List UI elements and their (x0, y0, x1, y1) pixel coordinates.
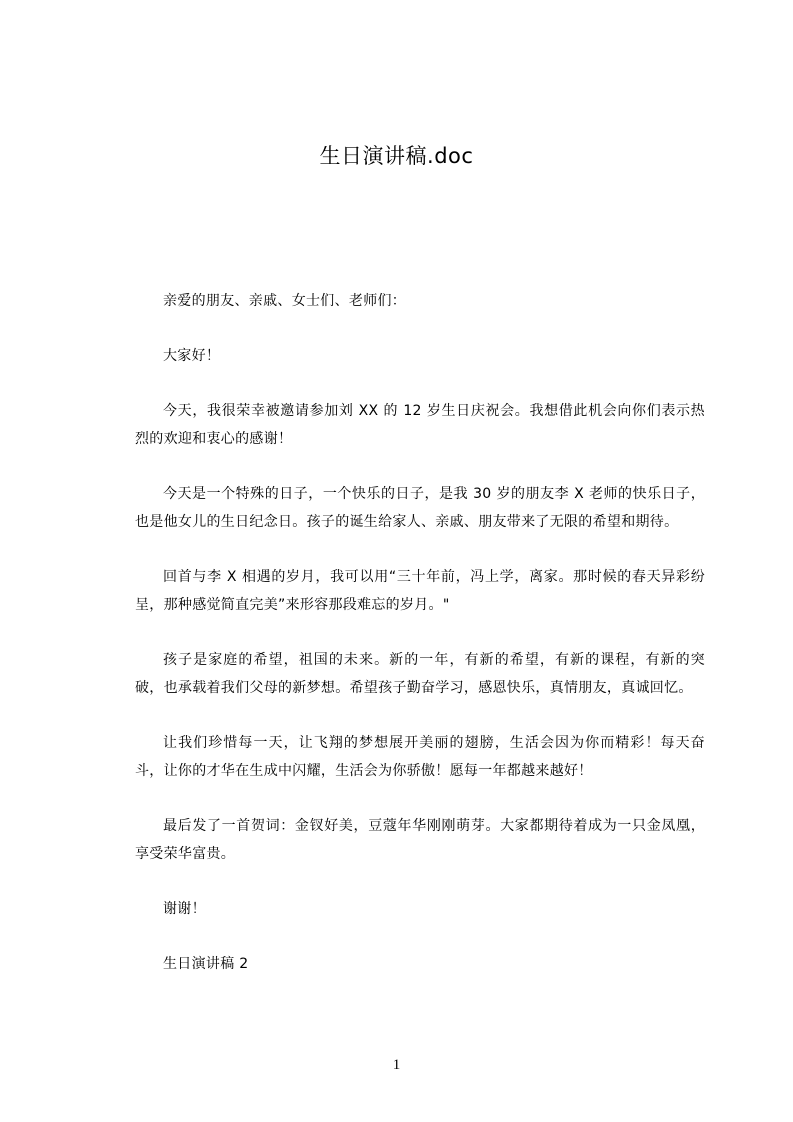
paragraph-welcome: 今天，我很荣幸被邀请参加刘 XX 的 12 岁生日庆祝会。我想借此机会向你们表示热烈的欢迎和衷心的感谢！ (135, 403, 705, 447)
document-body (135, 287, 705, 1005)
page-number: 1 (392, 1057, 401, 1073)
paragraph-next-heading: 生日演讲稿 2 (163, 956, 249, 972)
paragraph-salutation: 亲爱的朋友、亲戚、女士们、老师们： (163, 293, 407, 309)
paragraph-thanks: 谢谢！ (163, 901, 206, 917)
paragraph-hope: 孩子是家庭的希望，祖国的未来。新的一年，有新的希望，有新的课程，有新的突破，也承载着我们父母的新梦想。希望孩子勤奋学习，感恩快乐，真情朋友，真诚回忆。 (135, 652, 705, 696)
paragraph-special-day: 今天是一个特殊的日子，一个快乐的日子，是我 30 岁的朋友李 X 老师的快乐日子，也是他女儿的生日纪念日。孩子的诞生给家人、亲戚、朋友带来了无限的希望和期待。 (135, 486, 705, 530)
paragraph-memories: 回首与李 X 相遇的岁月，我可以用“三十年前，冯上学，离家。那时候的春天异彩纷呈，那种感觉简直完美”来形容那段难忘的岁月。" (135, 569, 705, 613)
paragraph-greeting: 大家好！ (163, 348, 221, 364)
paragraph-cherish: 让我们珍惜每一天，让飞翔的梦想展开美丽的翅膀，生活会因为你而精彩！每天奋斗，让你的才华在生成中闪耀，生活会为你骄傲！愿每一年都越来越好！ (135, 735, 705, 779)
document-title: 生日演讲稿.doc (319, 144, 474, 168)
paragraph-blessing: 最后发了一首贺词：金钗好美，豆蔻年华刚刚萌芽。大家都期待着成为一只金凤凰，享受荣华富贵。 (135, 818, 705, 862)
